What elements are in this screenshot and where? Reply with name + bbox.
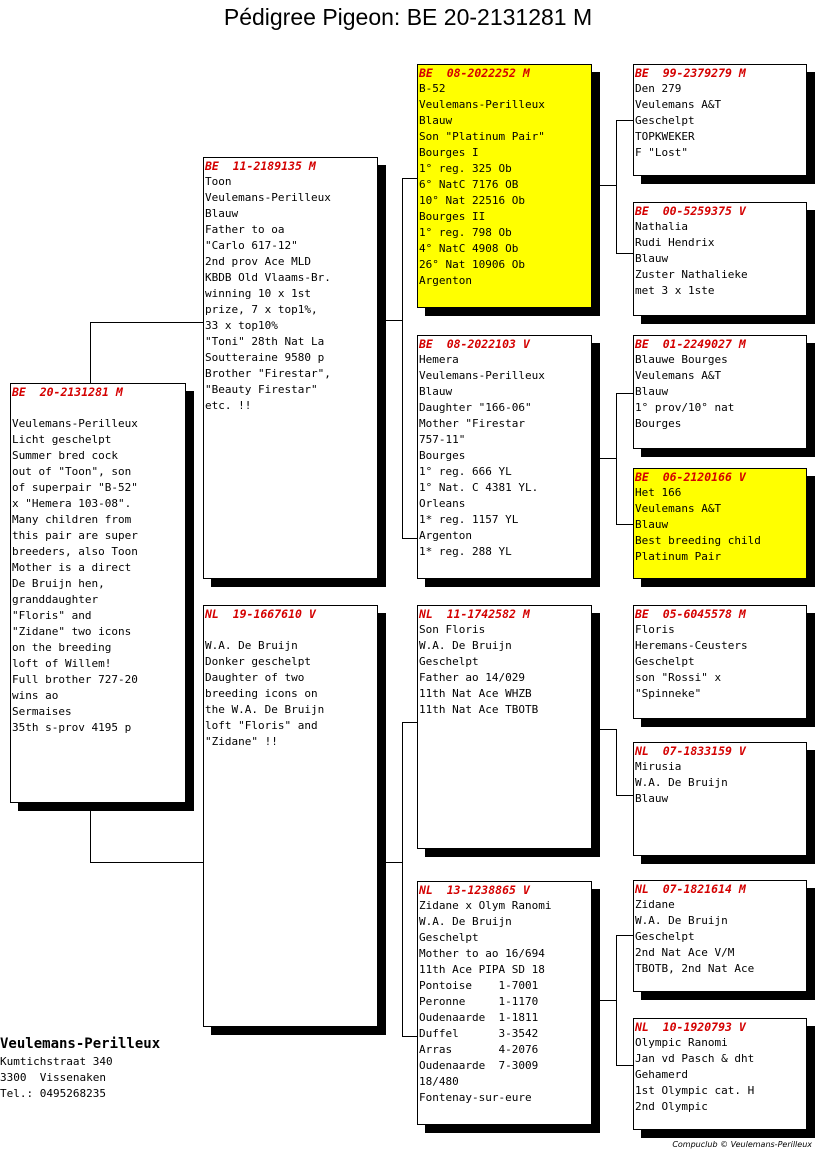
pigeon-details bbox=[634, 897, 806, 977]
detail-line: TBOTB, 2nd Nat Ace bbox=[635, 962, 755, 975]
owner-info bbox=[0, 1034, 160, 1102]
detail-line: Geschelpt bbox=[635, 655, 695, 668]
pigeon-details bbox=[634, 1035, 806, 1115]
detail-line: on the breeding bbox=[12, 641, 112, 654]
detail-line: Son "Platinum Pair" bbox=[419, 130, 545, 143]
detail-line: 757-11" bbox=[419, 433, 466, 446]
connector-line bbox=[402, 178, 403, 538]
detail-line: loft "Floris" and bbox=[205, 719, 318, 732]
detail-line: Arras 4-2076 bbox=[419, 1043, 539, 1056]
detail-line: B-52 bbox=[419, 82, 446, 95]
detail-line: Full brother 727-20 bbox=[12, 673, 138, 686]
connector-line bbox=[590, 185, 617, 186]
detail-line: KBDB Old Vlaams-Br. bbox=[205, 271, 331, 284]
detail-line: of superpair "B-52" bbox=[12, 481, 138, 494]
detail-line: Mirusia bbox=[635, 760, 682, 773]
owner-address-line: Kumtichstraat 340 bbox=[0, 1055, 113, 1068]
pigeon-card-ggp-3 bbox=[633, 335, 807, 449]
detail-line: 11th Nat Ace WHZB bbox=[419, 687, 532, 700]
detail-line: Argenton bbox=[419, 274, 472, 287]
owner-phone: Tel.: 0495268235 bbox=[0, 1087, 106, 1100]
connector-line bbox=[616, 524, 633, 525]
detail-line: 1° prov/10° nat bbox=[635, 401, 735, 414]
detail-line: 35th s-prov 4195 p bbox=[12, 721, 132, 734]
detail-line: 1° reg. 798 Ob bbox=[419, 226, 512, 239]
detail-line: Bourges bbox=[635, 417, 682, 430]
ring-number: BE 05-6045578 M bbox=[635, 607, 746, 621]
detail-line: x "Hemera 103-08". bbox=[12, 497, 132, 510]
detail-line: Blauw bbox=[205, 207, 239, 220]
detail-line: Licht geschelpt bbox=[12, 433, 112, 446]
pigeon-details bbox=[634, 352, 806, 432]
pigeon-details bbox=[418, 352, 591, 560]
detail-line: TOPKWEKER bbox=[635, 130, 695, 143]
detail-line: Son Floris bbox=[419, 623, 486, 636]
pigeon-details bbox=[418, 898, 591, 1106]
detail-line: De Bruijn hen, bbox=[12, 577, 105, 590]
detail-line: Peronne 1-1170 bbox=[419, 995, 539, 1008]
detail-line: Mother is a direct bbox=[12, 561, 132, 574]
ring-number: BE 01-2249027 M bbox=[635, 337, 746, 351]
detail-line: Geschelpt bbox=[419, 655, 479, 668]
pigeon-card-ggp-7 bbox=[633, 880, 807, 992]
detail-line: son "Rossi" x bbox=[635, 671, 722, 684]
detail-line: Platinum Pair bbox=[635, 550, 722, 563]
detail-line: 6° NatC 7176 OB bbox=[419, 178, 519, 191]
connector-line bbox=[90, 862, 203, 863]
connector-line bbox=[616, 120, 633, 121]
detail-line: 4° NatC 4908 Ob bbox=[419, 242, 519, 255]
connector-line bbox=[590, 729, 617, 730]
detail-line: Geschelpt bbox=[635, 114, 695, 127]
connector-line bbox=[402, 722, 417, 723]
detail-line: Best breeding child bbox=[635, 534, 761, 547]
detail-line: loft of Willem! bbox=[12, 657, 112, 670]
detail-line: 1* reg. 288 YL bbox=[419, 545, 512, 558]
pigeon-card-sire bbox=[203, 157, 378, 579]
detail-line: Brother "Firestar", bbox=[205, 367, 331, 380]
detail-line: Pontoise 1-7001 bbox=[419, 979, 539, 992]
detail-line: Geschelpt bbox=[635, 930, 695, 943]
connector-line bbox=[616, 120, 617, 253]
detail-line: W.A. De Bruijn bbox=[635, 914, 728, 927]
pigeon-card-ggp-6 bbox=[633, 742, 807, 856]
detail-line: Daughter of two bbox=[205, 671, 305, 684]
detail-line: Jan vd Pasch & dht bbox=[635, 1052, 755, 1065]
detail-line: the W.A. De Bruijn bbox=[205, 703, 325, 716]
ring-number: NL 13-1238865 V bbox=[419, 883, 530, 897]
pigeon-card-dam-sire bbox=[417, 605, 592, 849]
pigeon-card-sire-dam bbox=[417, 335, 592, 579]
detail-line: 10° Nat 22516 Ob bbox=[419, 194, 525, 207]
detail-line: Oudenaarde 1-1811 bbox=[419, 1011, 539, 1024]
connector-line bbox=[90, 322, 91, 383]
pigeon-card-ggp-5 bbox=[633, 605, 807, 719]
detail-line: this pair are super bbox=[12, 529, 138, 542]
detail-line: met 3 x 1ste bbox=[635, 284, 715, 297]
pigeon-card-ggp-1 bbox=[633, 64, 807, 176]
detail-line: Zuster Nathalieke bbox=[635, 268, 748, 281]
detail-line: winning 10 x 1st bbox=[205, 287, 311, 300]
detail-line: W.A. De Bruijn bbox=[205, 639, 298, 652]
detail-line: "Floris" and bbox=[12, 609, 92, 622]
pigeon-card-dam-dam bbox=[417, 881, 592, 1125]
detail-line: 2nd Olympic bbox=[635, 1100, 708, 1113]
detail-line: 11th Nat Ace TBOTB bbox=[419, 703, 539, 716]
ring-number: BE 08-2022252 M bbox=[419, 66, 530, 80]
pigeon-details bbox=[204, 622, 377, 750]
detail-line: Olympic Ranomi bbox=[635, 1036, 728, 1049]
pigeon-details bbox=[634, 485, 806, 565]
detail-line: Floris bbox=[635, 623, 675, 636]
detail-line: Many children from bbox=[12, 513, 132, 526]
detail-line: 1* reg. 1157 YL bbox=[419, 513, 519, 526]
detail-line: Gehamerd bbox=[635, 1068, 688, 1081]
detail-line: Den 279 bbox=[635, 82, 682, 95]
detail-line: Veulemans-Perilleux bbox=[419, 369, 545, 382]
detail-line: 26° Nat 10906 Ob bbox=[419, 258, 525, 271]
detail-line: Veulemans-Perilleux bbox=[419, 98, 545, 111]
ring-number: BE 99-2379279 M bbox=[635, 66, 746, 80]
detail-line: Rudi Hendrix bbox=[635, 236, 715, 249]
ring-number: NL 07-1833159 V bbox=[635, 744, 746, 758]
detail-line: out of "Toon", son bbox=[12, 465, 132, 478]
detail-line: 18/480 bbox=[419, 1075, 459, 1088]
ring-number: NL 07-1821614 M bbox=[635, 882, 746, 896]
detail-line bbox=[205, 622, 377, 638]
detail-line: Blauw bbox=[635, 252, 669, 265]
connector-line bbox=[616, 253, 633, 254]
ring-number: BE 20-2131281 M bbox=[12, 385, 123, 399]
detail-line: Duffel 3-3542 bbox=[419, 1027, 539, 1040]
ring-number: BE 11-2189135 M bbox=[205, 159, 316, 173]
detail-line: Geschelpt bbox=[419, 931, 479, 944]
pigeon-details bbox=[634, 622, 806, 702]
pigeon-card-sire-sire bbox=[417, 64, 592, 308]
detail-line: "Zidane" !! bbox=[205, 735, 278, 748]
detail-line: Orleans bbox=[419, 497, 466, 510]
pigeon-card-dam bbox=[203, 605, 378, 1027]
pigeon-card-ggp-8 bbox=[633, 1018, 807, 1130]
owner-address-line: 3300 Vissenaken bbox=[0, 1071, 106, 1084]
detail-line: Zidane bbox=[635, 898, 675, 911]
connector-line bbox=[376, 320, 403, 321]
detail-line: 2nd prov Ace MLD bbox=[205, 255, 311, 268]
pigeon-card-ggp-2 bbox=[633, 202, 807, 316]
ring-number: BE 00-5259375 V bbox=[635, 204, 746, 218]
detail-line: Donker geschelpt bbox=[205, 655, 311, 668]
detail-line: 1° reg. 325 Ob bbox=[419, 162, 512, 175]
detail-line: Fontenay-sur-eure bbox=[419, 1091, 532, 1104]
detail-line: Daughter "166-06" bbox=[419, 401, 532, 414]
detail-line: Sermaises bbox=[12, 705, 72, 718]
detail-line: Blauwe Bourges bbox=[635, 353, 728, 366]
pigeon-card-ggp-4 bbox=[633, 468, 807, 579]
detail-line: Zidane x Olym Ranomi bbox=[419, 899, 552, 912]
connector-line bbox=[616, 935, 633, 936]
detail-line: Nathalia bbox=[635, 220, 688, 233]
owner-name: Veulemans-Perilleux bbox=[0, 1036, 161, 1052]
detail-line: Father ao 14/029 bbox=[419, 671, 525, 684]
pigeon-details bbox=[634, 81, 806, 161]
ring-number: BE 08-2022103 V bbox=[419, 337, 530, 351]
detail-line: F "Lost" bbox=[635, 146, 688, 159]
connector-line bbox=[402, 178, 417, 179]
ring-number: NL 10-1920793 V bbox=[635, 1020, 746, 1034]
connector-line bbox=[590, 1000, 617, 1001]
detail-line: 1° Nat. C 4381 YL. bbox=[419, 481, 539, 494]
detail-line: 1st Olympic cat. H bbox=[635, 1084, 755, 1097]
detail-line: Soutteraine 9580 p bbox=[205, 351, 325, 364]
detail-line: W.A. De Bruijn bbox=[635, 776, 728, 789]
connector-line bbox=[616, 729, 617, 795]
connector-line bbox=[616, 795, 633, 796]
detail-line: Bourges I bbox=[419, 146, 479, 159]
detail-line: breeders, also Toon bbox=[12, 545, 138, 558]
detail-line: Toon bbox=[205, 175, 232, 188]
detail-line: Blauw bbox=[635, 518, 669, 531]
connector-line bbox=[90, 810, 91, 863]
detail-line: W.A. De Bruijn bbox=[419, 639, 512, 652]
detail-line: Heremans-Ceusters bbox=[635, 639, 748, 652]
detail-line: Blauw bbox=[419, 385, 453, 398]
detail-line: 1° reg. 666 YL bbox=[419, 465, 512, 478]
detail-line: Het 166 bbox=[635, 486, 682, 499]
pigeon-card-subject bbox=[10, 383, 186, 803]
detail-line: Blauw bbox=[419, 114, 453, 127]
pigeon-details bbox=[418, 81, 591, 289]
pigeon-details bbox=[634, 219, 806, 299]
detail-line: "Zidane" two icons bbox=[12, 625, 132, 638]
detail-line: breeding icons on bbox=[205, 687, 318, 700]
pigeon-details bbox=[634, 759, 806, 807]
detail-line: W.A. De Bruijn bbox=[419, 915, 512, 928]
detail-line: Blauw bbox=[635, 385, 669, 398]
connector-line bbox=[402, 538, 417, 539]
detail-line: etc. !! bbox=[205, 399, 252, 412]
detail-line: "Spinneke" bbox=[635, 687, 702, 700]
detail-line: wins ao bbox=[12, 689, 59, 702]
ring-number: NL 11-1742582 M bbox=[419, 607, 530, 621]
connector-line bbox=[90, 322, 203, 323]
detail-line: Mother to ao 16/694 bbox=[419, 947, 545, 960]
detail-line: "Beauty Firestar" bbox=[205, 383, 318, 396]
detail-line: granddaughter bbox=[12, 593, 99, 606]
detail-line: Hemera bbox=[419, 353, 459, 366]
ring-number: BE 06-2120166 V bbox=[635, 470, 746, 484]
connector-line bbox=[402, 722, 403, 1036]
detail-line: Veulemans A&T bbox=[635, 369, 722, 382]
ring-number: NL 19-1667610 V bbox=[205, 607, 316, 621]
connector-line bbox=[402, 1036, 417, 1037]
detail-line: 11th Ace PIPA SD 18 bbox=[419, 963, 545, 976]
detail-line: Veulemans A&T bbox=[635, 502, 722, 515]
detail-line: Summer bred cock bbox=[12, 449, 118, 462]
detail-line: Mother "Firestar bbox=[419, 417, 525, 430]
detail-line: Veulemans A&T bbox=[635, 98, 722, 111]
detail-line: Oudenaarde 7-3009 bbox=[419, 1059, 539, 1072]
detail-line: Veulemans-Perilleux bbox=[205, 191, 331, 204]
footer-credit: Compuclub © Veulemans-Perilleux bbox=[672, 1140, 812, 1149]
detail-line: prize, 7 x top1%, bbox=[205, 303, 318, 316]
pigeon-details bbox=[204, 174, 377, 414]
detail-line bbox=[12, 400, 185, 416]
connector-line bbox=[590, 458, 617, 459]
connector-line bbox=[376, 862, 403, 863]
pigeon-details bbox=[418, 622, 591, 718]
detail-line: 33 x top10% bbox=[205, 319, 278, 332]
connector-line bbox=[616, 1065, 633, 1066]
detail-line: Bourges II bbox=[419, 210, 486, 223]
detail-line: Veulemans-Perilleux bbox=[12, 417, 138, 430]
detail-line: Father to oa bbox=[205, 223, 285, 236]
detail-line: Argenton bbox=[419, 529, 472, 542]
detail-line: "Carlo 617-12" bbox=[205, 239, 298, 252]
detail-line: Bourges bbox=[419, 449, 466, 462]
detail-line: "Toni" 28th Nat La bbox=[205, 335, 325, 348]
detail-line: Blauw bbox=[635, 792, 669, 805]
connector-line bbox=[616, 393, 633, 394]
page-title: Pédigree Pigeon: BE 20-2131281 M bbox=[223, 4, 593, 30]
pigeon-details bbox=[11, 400, 185, 736]
detail-line: 2nd Nat Ace V/M bbox=[635, 946, 735, 959]
